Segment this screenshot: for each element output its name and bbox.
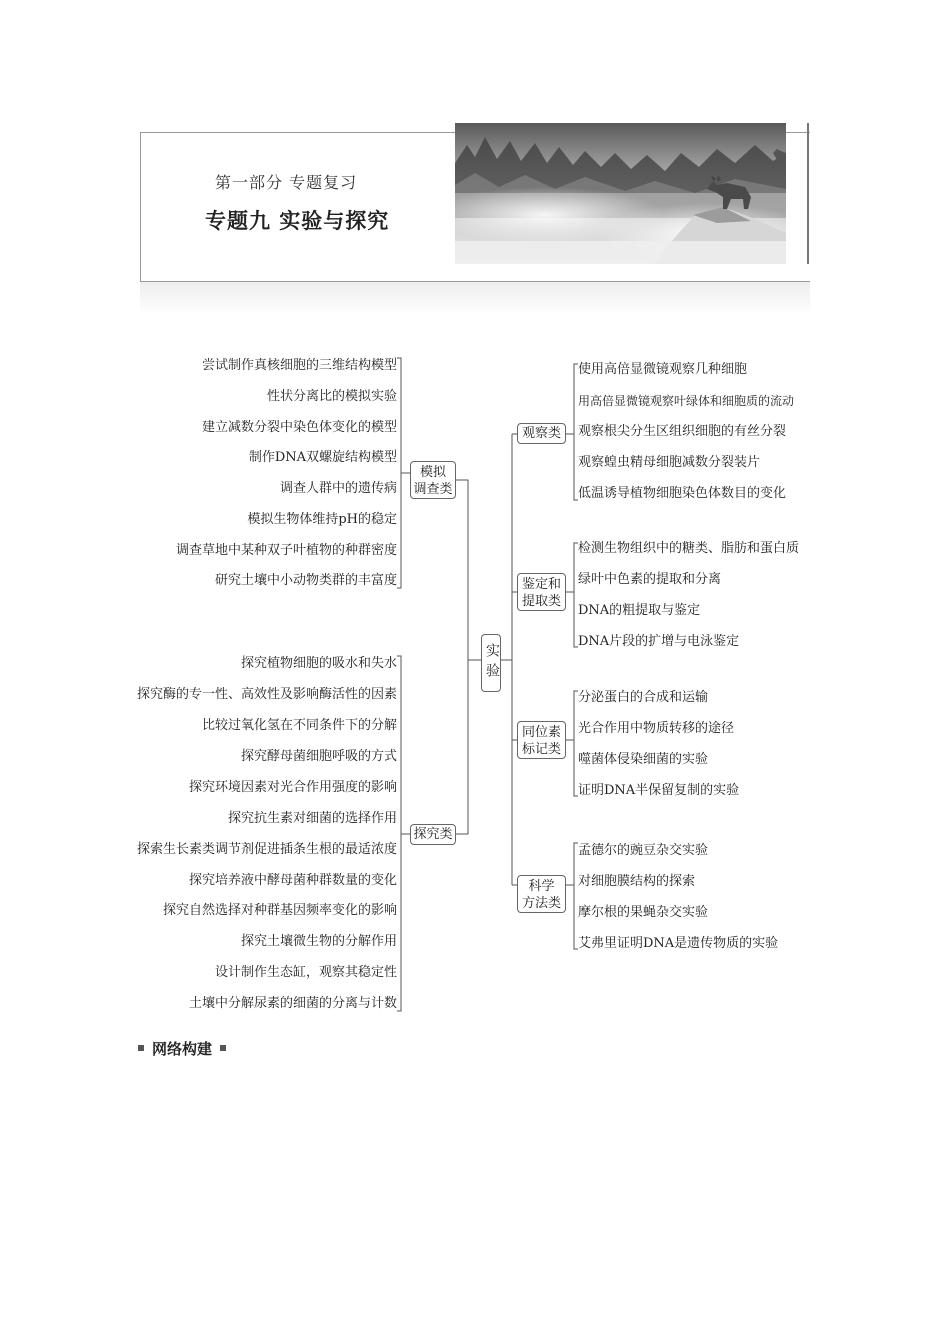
list-item: 艾弗里证明DNA是遗传物质的实验 — [578, 936, 779, 951]
list-item: 研究土壤中小动物类群的丰富度 — [214, 573, 397, 588]
list-item: 光合作用中物质转移的途径 — [578, 721, 735, 736]
node-inquiry — [410, 824, 456, 845]
node-identification-extraction — [517, 573, 566, 611]
list-item: 分泌蛋白的合成和运输 — [578, 690, 709, 705]
root-node-experiment — [481, 634, 501, 692]
square-bullet-icon — [220, 1045, 226, 1051]
list-item: 观察根尖分生区组织细胞的有丝分裂 — [578, 424, 787, 439]
node-isotope-labeling — [517, 721, 566, 759]
list-item: 探究酶的专一性、高效性及影响酶活性的因素 — [136, 687, 397, 702]
node-label-line: 观察类 — [521, 426, 561, 441]
list-item: 比较过氧化氢在不同条件下的分解 — [201, 718, 397, 733]
list-item: 性状分离比的模拟实验 — [266, 389, 397, 404]
list-item: 调查人群中的遗传病 — [279, 481, 397, 496]
node-scientific-method — [517, 875, 566, 913]
node-label-line: 标记类 — [521, 742, 561, 757]
node-label-line: 探究类 — [413, 827, 453, 842]
list-item: 尝试制作真核细胞的三维结构模型 — [201, 358, 397, 373]
list-item: 模拟生物体维持pH的稳定 — [247, 512, 397, 527]
list-item: 摩尔根的果蝇杂交实验 — [578, 905, 709, 920]
node-label-line: 模拟 — [419, 465, 446, 480]
chapter-title: 专题九 实验与探究 — [205, 209, 390, 233]
list-item: 低温诱导植物细胞染色体数目的变化 — [578, 486, 787, 501]
list-item: 探索生长素类调节剂促进插条生根的最适浓度 — [136, 842, 397, 857]
node-label-line: 方法类 — [521, 896, 561, 911]
list-item: 探究自然选择对种群基因频率变化的影响 — [162, 903, 397, 918]
list-item: 设计制作生态缸，观察其稳定性 — [214, 965, 397, 980]
list-item: 调查草地中某种双子叶植物的种群密度 — [175, 543, 397, 558]
node-label-line: 鉴定和 — [521, 577, 561, 592]
square-bullet-icon — [138, 1045, 144, 1051]
section-heading-label: 网络构建 — [152, 1040, 213, 1058]
list-item: 观察蝗虫精母细胞减数分裂装片 — [578, 455, 761, 470]
list-item: 用高倍显微镜观察叶绿体和细胞质的流动 — [578, 394, 795, 408]
list-item: DNA片段的扩增与电泳鉴定 — [578, 634, 740, 649]
list-item: 土壤中分解尿素的细菌的分离与计数 — [188, 996, 397, 1011]
list-item: 使用高倍显微镜观察几种细胞 — [578, 362, 748, 377]
section-heading — [138, 1038, 226, 1059]
list-item: 探究环境因素对光合作用强度的影响 — [188, 780, 397, 795]
root-label: 实验 — [484, 643, 500, 683]
node-label-line: 调查类 — [413, 482, 453, 497]
list-item: 对细胞膜结构的探索 — [578, 874, 696, 889]
list-item: 探究培养液中酵母菌种群数量的变化 — [188, 873, 397, 888]
list-item: 探究抗生素对细菌的选择作用 — [227, 811, 397, 826]
list-item: 制作DNA双螺旋结构模型 — [248, 450, 397, 465]
list-item: 噬菌体侵染细菌的实验 — [578, 752, 709, 767]
node-label-line: 提取类 — [521, 594, 561, 609]
node-label-line: 科学 — [528, 879, 555, 894]
list-item: 探究植物细胞的吸水和失水 — [240, 656, 397, 671]
node-label-line: 同位素 — [521, 725, 561, 740]
list-item: 建立减数分裂中染色体变化的模型 — [201, 420, 397, 435]
part-title: 第一部分 专题复习 — [215, 173, 358, 192]
list-item: 证明DNA半保留复制的实验 — [578, 783, 740, 798]
list-item: 检测生物组织中的糖类、脂肪和蛋白质 — [578, 541, 800, 556]
node-observation — [517, 423, 566, 444]
node-simulation-survey — [410, 461, 456, 499]
list-item: 探究土壤微生物的分解作用 — [240, 934, 397, 949]
list-item: 绿叶中色素的提取和分离 — [578, 572, 722, 587]
list-item: 探究酵母菌细胞呼吸的方式 — [240, 749, 397, 764]
list-item: 孟德尔的豌豆杂交实验 — [578, 843, 709, 858]
list-item: DNA的粗提取与鉴定 — [578, 603, 701, 618]
